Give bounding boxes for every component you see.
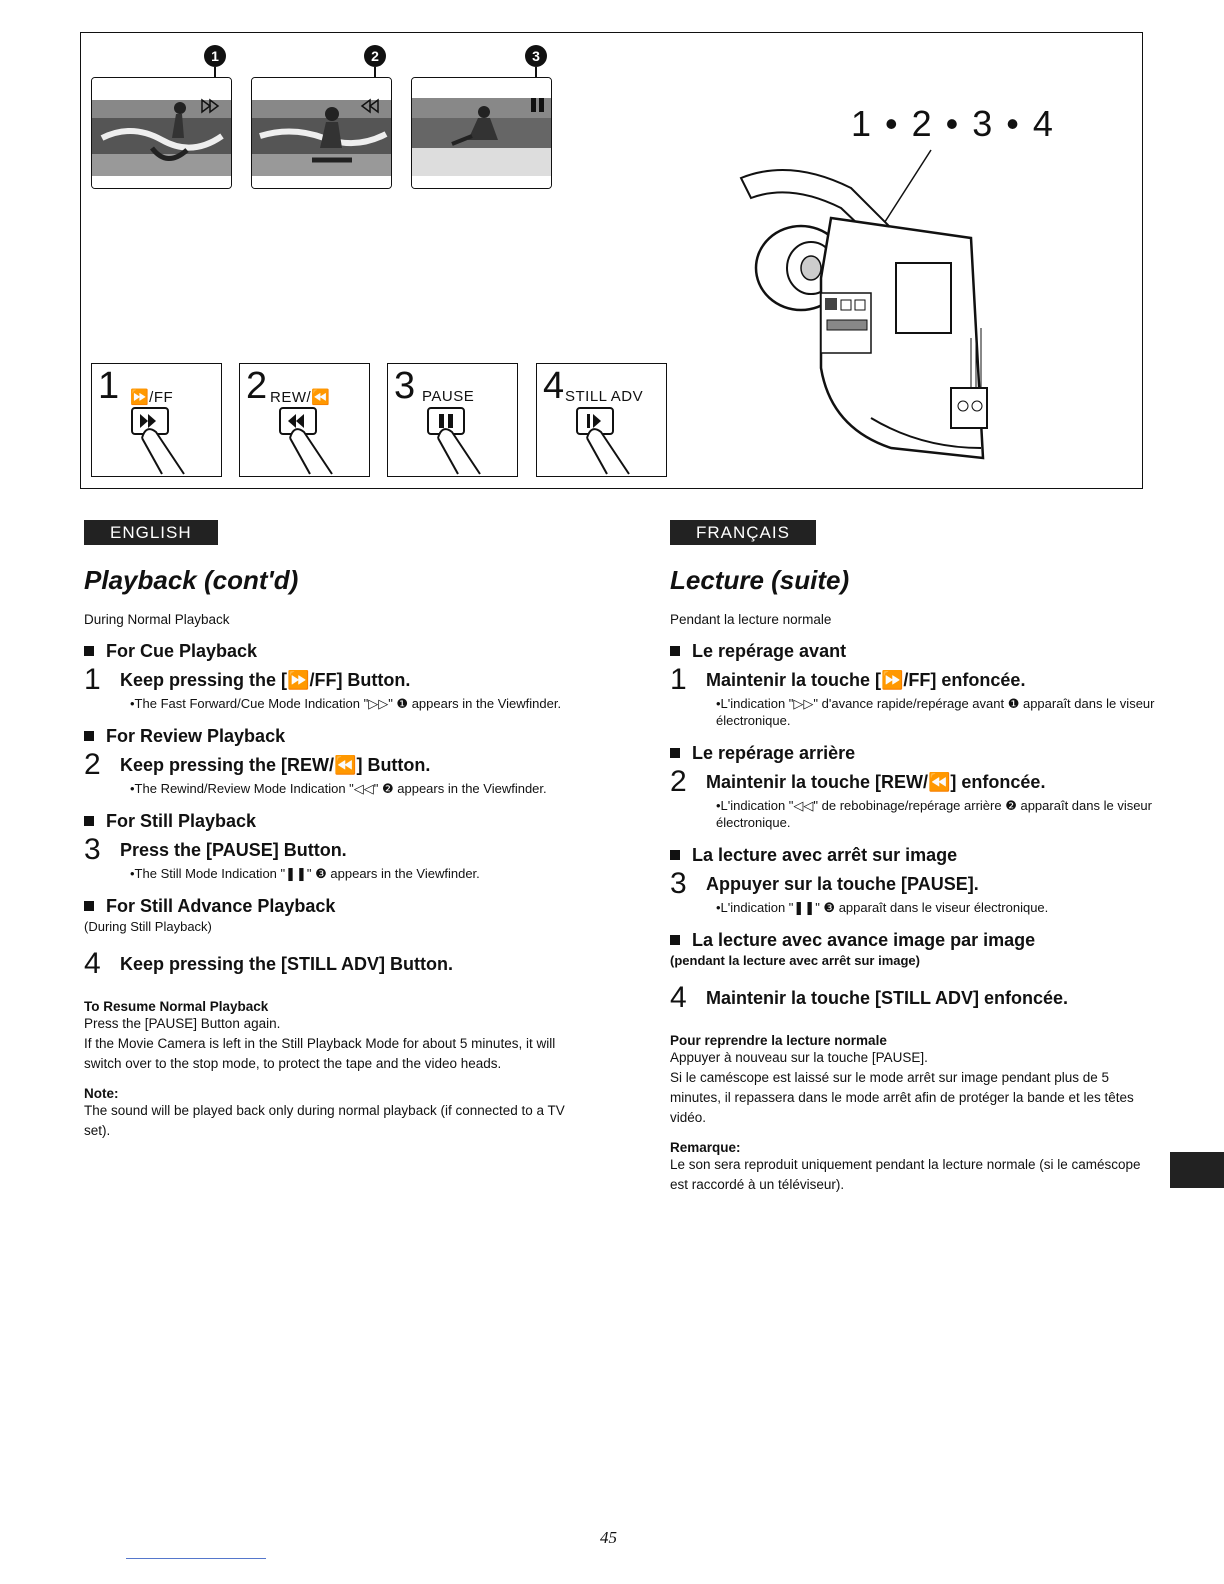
- step-2: [670, 765, 1160, 831]
- step-number: 1: [98, 365, 120, 407]
- language-tab-english: ENGLISH: [84, 520, 218, 545]
- subsection-cue-playback: [84, 641, 574, 662]
- note-heading: Remarque:: [670, 1140, 741, 1155]
- subsection-label: For Cue Playback: [106, 641, 258, 661]
- step-note: •L'indication "▷▷" d'avance rapide/repérage avant ❶ apparaît dans le viseur électronique.: [716, 696, 1155, 728]
- button-label: ⏩/FF: [130, 389, 174, 406]
- square-bullet-icon: [84, 901, 94, 911]
- step-4: [84, 947, 574, 980]
- subsection-label: La lecture avec avance image par image: [692, 930, 1036, 950]
- finger-press-icon: [270, 404, 350, 476]
- resume-note: Si le caméscope est laissé sur le mode arrêt sur image pendant plus de 5 minutes, il repassera dans le mode arrêt afin de protéger la bande et les têtes vidéo.: [670, 1070, 1134, 1125]
- step-number: 4: [670, 981, 687, 1014]
- subsection-still-playback: [84, 811, 574, 832]
- viewfinder-thumbnail-pause: [411, 77, 552, 189]
- subsection-cue-playback: [670, 641, 1160, 662]
- button-rew: [239, 363, 370, 477]
- button-sequence-label: 1 • 2 • 3 • 4: [851, 103, 1055, 144]
- finger-press-icon: [418, 404, 498, 476]
- page-number: 45: [600, 1528, 617, 1547]
- footer-rule: [126, 1558, 266, 1559]
- subsection-label: For Still Playback: [106, 811, 257, 831]
- illustration-frame: [80, 32, 1143, 489]
- subsection-label: For Review Playback: [106, 726, 286, 746]
- step-number: 2: [670, 765, 687, 798]
- square-bullet-icon: [84, 646, 94, 656]
- button-label: PAUSE: [422, 388, 475, 405]
- subsection-label: For Still Advance Playback: [106, 896, 336, 916]
- step-3: [84, 833, 574, 882]
- page-edge-tab: [1170, 1152, 1224, 1188]
- button-still-adv: [536, 363, 667, 477]
- callout-3: 3: [525, 45, 547, 67]
- note-text: Le son sera reproduit uniquement pendant la lecture normale (si le caméscope est raccordé à un téléviseur).: [670, 1157, 1141, 1192]
- step-number: 4: [84, 947, 101, 980]
- step-instruction: Appuyer sur la touche [PAUSE].: [706, 874, 979, 894]
- subsection-qualifier: (During Still Playback): [84, 919, 212, 934]
- step-note: •The Fast Forward/Cue Mode Indication "▷▷" ❶ appears in the Viewfinder.: [130, 696, 562, 711]
- english-column: [84, 520, 574, 1141]
- step-instruction: Maintenir la touche [REW/⏪] enfoncée.: [706, 772, 1046, 792]
- subsection-review-playback: [670, 743, 1160, 764]
- section-title: Lecture (suite): [670, 565, 850, 595]
- finger-press-icon: [567, 404, 647, 476]
- subsection-qualifier: (pendant la lecture avec arrêt sur image): [670, 953, 920, 968]
- subsection-still-advance: [670, 930, 1160, 951]
- step-instruction: Maintenir la touche [⏩/FF] enfoncée.: [706, 670, 1026, 690]
- button-label: STILL ADV: [565, 388, 644, 405]
- resume-heading: To Resume Normal Playback: [84, 999, 269, 1014]
- resume-heading: Pour reprendre la lecture normale: [670, 1033, 887, 1048]
- step-instruction: Keep pressing the [STILL ADV] Button.: [120, 954, 454, 974]
- resume-text: Press the [PAUSE] Button again.: [84, 1016, 281, 1031]
- button-pause: [387, 363, 518, 477]
- section-title: Playback (cont'd): [84, 565, 299, 595]
- step-instruction: Keep pressing the [REW/⏪] Button.: [120, 755, 431, 775]
- camcorder-illustration: [671, 128, 1001, 468]
- subsection-review-playback: [84, 726, 574, 747]
- step-note: •L'indication "◁◁" de rebobinage/repérage arrière ❷ apparaît dans le viseur électronique.: [716, 798, 1152, 830]
- step-number: 2: [84, 748, 101, 781]
- subsection-still-playback: [670, 845, 1160, 866]
- finger-press-icon: [122, 404, 202, 476]
- button-label: REW/⏪: [270, 389, 331, 406]
- square-bullet-icon: [84, 731, 94, 741]
- square-bullet-icon: [670, 646, 680, 656]
- step-number: 2: [246, 365, 268, 407]
- french-column: [670, 520, 1160, 1195]
- step-note: •L'indication "❚❚" ❸ apparaît dans le viseur électronique.: [716, 900, 1049, 915]
- subsection-still-advance: [84, 896, 574, 917]
- step-instruction: Keep pressing the [⏩/FF] Button.: [120, 670, 411, 690]
- square-bullet-icon: [670, 850, 680, 860]
- step-number: 4: [543, 365, 565, 407]
- step-1: [670, 663, 1160, 729]
- note-heading: Note:: [84, 1086, 119, 1101]
- subsection-label: La lecture avec arrêt sur image: [692, 845, 958, 865]
- subsection-label: Le repérage arrière: [692, 743, 856, 763]
- step-number: 1: [670, 663, 687, 696]
- intro-text: Pendant la lecture normale: [670, 612, 832, 627]
- step-number: 1: [84, 663, 101, 696]
- subsection-label: Le repérage avant: [692, 641, 847, 661]
- step-note: •The Rewind/Review Mode Indication "◁◁" ❷ appears in the Viewfinder.: [130, 781, 547, 796]
- resume-note: If the Movie Camera is left in the Still Playback Mode for about 5 minutes, it will switch over to the stop mode, to protect the tape and the video heads.: [84, 1036, 556, 1071]
- step-1: [84, 663, 574, 712]
- viewfinder-thumbnail-ff: [91, 77, 232, 189]
- intro-text: During Normal Playback: [84, 612, 230, 627]
- step-number: 3: [670, 867, 687, 900]
- resume-text: Appuyer à nouveau sur la touche [PAUSE].: [670, 1050, 928, 1065]
- viewfinder-thumbnail-rew: [251, 77, 392, 189]
- square-bullet-icon: [670, 935, 680, 945]
- button-ff: [91, 363, 222, 477]
- step-note: •The Still Mode Indication "❚❚" ❸ appears in the Viewfinder.: [130, 866, 480, 881]
- step-2: [84, 748, 574, 797]
- note-text: The sound will be played back only during normal playback (if connected to a TV set).: [84, 1103, 565, 1138]
- step-3: [670, 867, 1160, 916]
- step-number: 3: [84, 833, 101, 866]
- language-tab-french: FRANÇAIS: [670, 520, 816, 545]
- square-bullet-icon: [670, 748, 680, 758]
- step-number: 3: [394, 365, 416, 407]
- callout-2: 2: [364, 45, 386, 67]
- square-bullet-icon: [84, 816, 94, 826]
- step-instruction: Maintenir la touche [STILL ADV] enfoncée.: [706, 988, 1069, 1008]
- step-instruction: Press the [PAUSE] Button.: [120, 840, 347, 860]
- step-4: [670, 981, 1160, 1014]
- callout-1: 1: [204, 45, 226, 67]
